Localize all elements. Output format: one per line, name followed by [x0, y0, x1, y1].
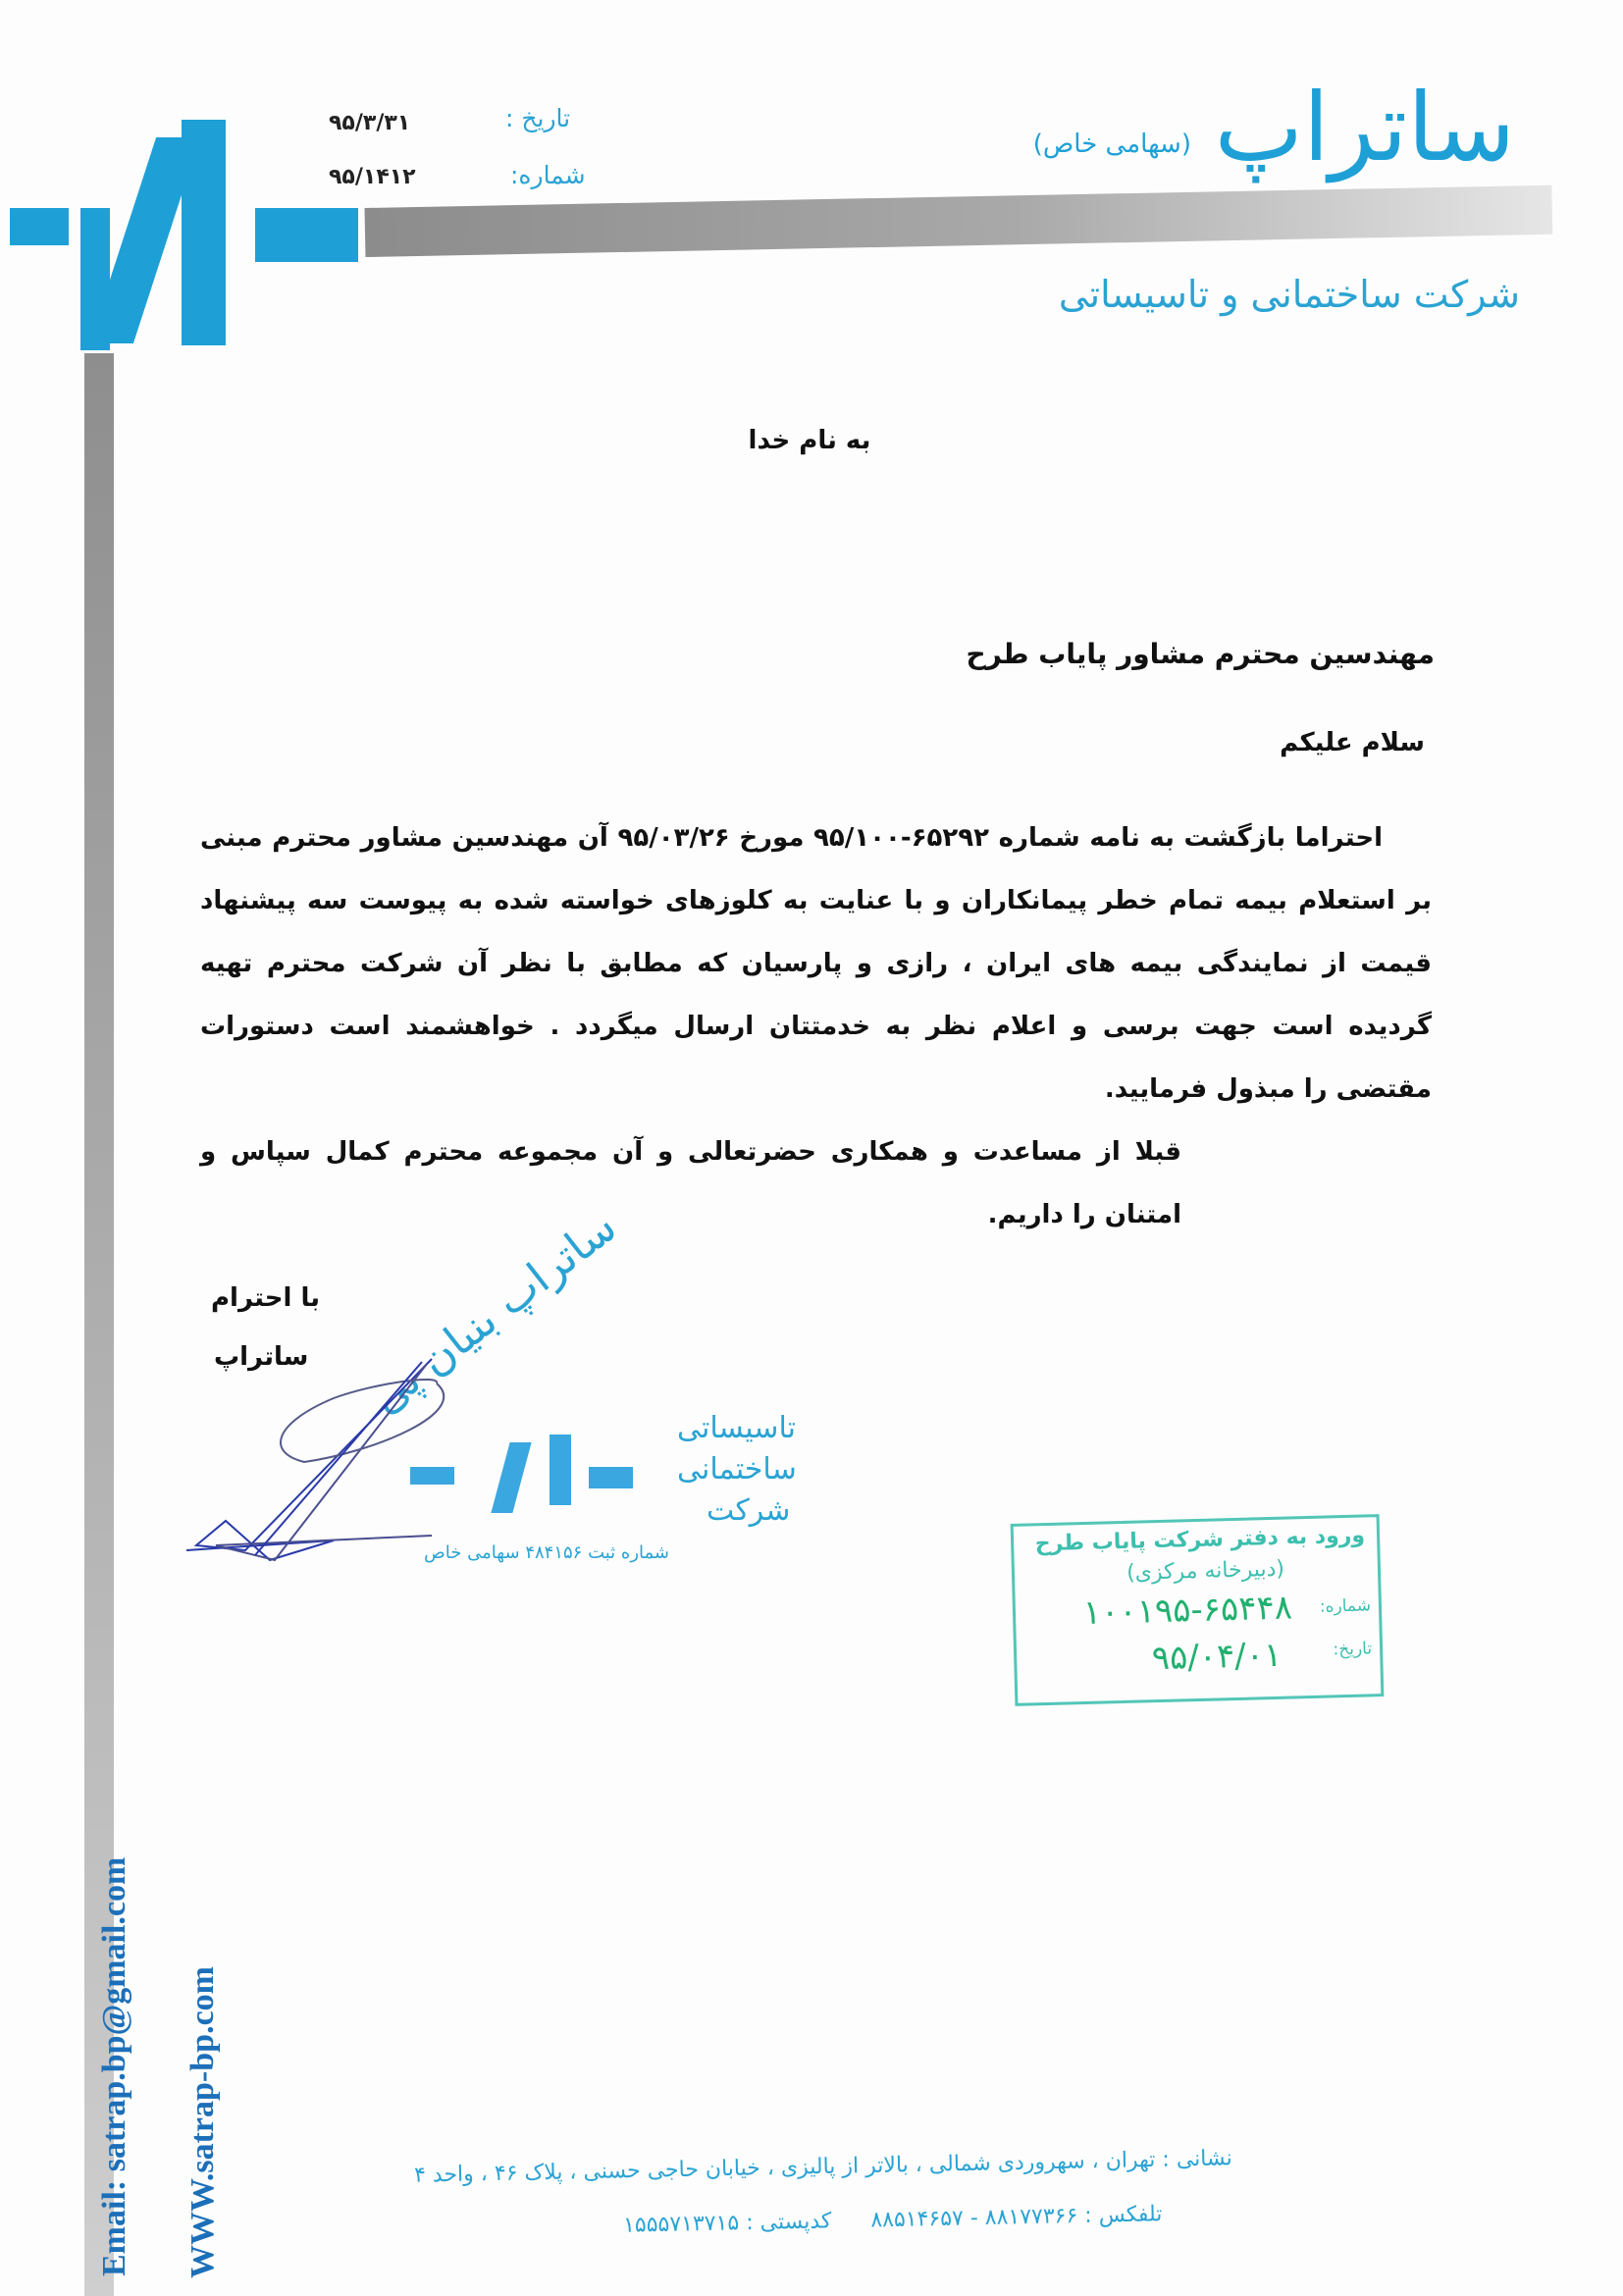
receipt-date-label: تاریخ: [1333, 1639, 1373, 1660]
letter-body [200, 807, 1432, 1246]
seal-name: ساتراپ بنیان پی [361, 1201, 626, 1424]
contact-email: Email: satrap.bp@gmail.com [96, 1856, 132, 2276]
contact-website: WWW.satrap-bp.com [184, 1966, 221, 2278]
receipt-stamp-subtitle: (دبیرخانه مرکزی) [1126, 1556, 1285, 1586]
letter-paragraph-1: احتراما بازگشت به نامه شماره ۶۵۲۹۲-۹۵/۱۰۰ مورخ ۹۵/۰۳/۲۶ آن مهندسین مشاور محترم مبنی بر استعلام بیمه تمام خطر پیمانکاران و با عنایت به کلوزهای خواسته شده به پیوست سه پیشنهاد قیمت از نمایندگی بیمه های ایران ، رازی و پارسیان که مطابق با نظر آن شرکت محترم تهیه گردیده است جهت برسی و اعلام نظر به خدمتتان ارسال میگردد . خواهشمند است دستورات مقتضی را مبذول فرمایید. [200, 823, 1432, 1104]
letter-paragraph-2: قبلا از مساعدت و همکاری حضرتعالی و آن مجموعه محترم کمال سپاس و امتنان را داریم. [200, 1137, 1181, 1229]
contact-phone: تلفکس : ۸۸۱۷۷۳۶۶ - ۸۸۵۱۴۶۵۷ [869, 2202, 1163, 2233]
number-value: ۹۵/۱۴۱۲ [329, 165, 416, 189]
seal-line-2: ساختمانی [677, 1452, 797, 1487]
recipient: مهندسین محترم مشاور پایاب طرح [966, 638, 1435, 670]
contact-phone-row [622, 2202, 1162, 2238]
header-rule [365, 185, 1553, 257]
date-value: ۹۵/۳/۳۱ [329, 111, 411, 135]
brand-name: ساتراپ [1214, 73, 1515, 183]
seal-registration: شماره ثبت ۴۸۴۱۵۶ سهامی خاص [424, 1542, 669, 1563]
contact-postal-code: کدپستی : ۱۵۵۵۷۱۳۷۱۵ [622, 2209, 832, 2238]
receipt-stamp [1011, 1514, 1385, 1706]
signature [177, 1354, 471, 1570]
date-label: تاریخ : [505, 104, 571, 132]
receipt-date-value: ۹۵/۰۴/۰۱ [1151, 1635, 1283, 1679]
brand-type: (سهامی خاص) [1032, 130, 1191, 159]
seal-line-3: شرکت [707, 1493, 791, 1528]
invocation: به نام خدا [748, 426, 871, 455]
signatory: ساتراپ [214, 1342, 309, 1372]
number-label: شماره: [510, 161, 586, 189]
contact-address: نشانی : تهران ، سهروردی شمالی ، بالاتر از پالیزی ، خیابان حاجی حسنی ، پلاک ۴۶ ، واحد ۴ [414, 2146, 1233, 2188]
greeting: سلام علیکم [1280, 728, 1425, 757]
receipt-number-label: شماره: [1319, 1595, 1372, 1617]
seal-line-1: تاسیساتی [677, 1411, 796, 1445]
company-description: شرکت ساختمانی و تاسیساتی [1058, 273, 1520, 316]
receipt-number-value: ۱۰۰۱۹۵-۶۵۴۴۸ [1082, 1588, 1293, 1634]
closing: با احترام [211, 1283, 320, 1313]
receipt-stamp-title: ورود به دفتر شرکت پایاب طرح [1034, 1523, 1366, 1557]
